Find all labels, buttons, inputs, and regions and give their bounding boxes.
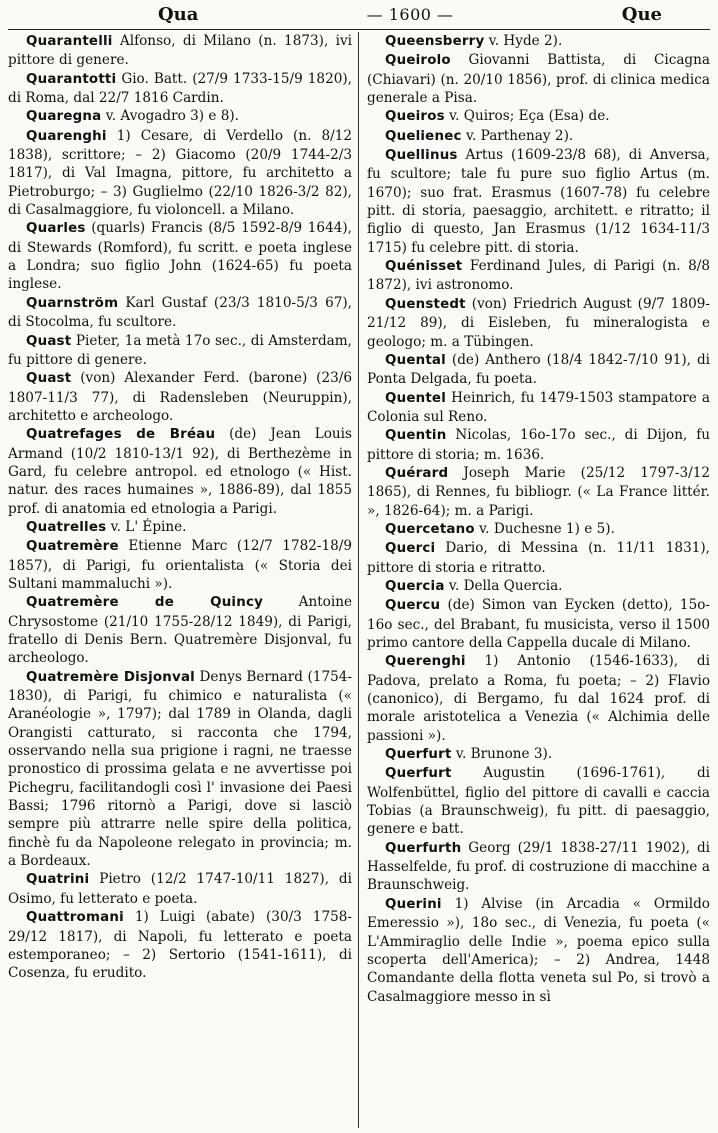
dictionary-entry <box>367 426 710 464</box>
dictionary-entry <box>367 764 710 838</box>
entry-headword: Quatremère de Quincy <box>26 595 264 611</box>
entry-headword: Querfurth <box>385 840 462 856</box>
dictionary-entry <box>8 107 352 126</box>
entry-text: Ferdinand Jules, di Parigi (n. 8/8 1872), ivi astronomo. <box>367 258 710 294</box>
dictionary-entry <box>8 32 352 70</box>
entry-text: v. Quiros; Eça (Esa) de. <box>444 108 610 125</box>
entry-text: (quarls) Francis (8/5 1592-8/9 1644), di Stewards (Romford), fu scritt. e poeta inglese a Londra; suo figlio John (1624-65) fu poeta inglese. <box>8 220 352 293</box>
entry-headword: Quarantotti <box>26 71 117 87</box>
dictionary-entry <box>8 70 352 108</box>
entry-headword: Quental <box>385 352 446 368</box>
entry-headword: Quentel <box>385 390 447 406</box>
entry-headword: Querini <box>385 896 442 912</box>
entry-headword: Quaregna <box>26 109 102 125</box>
dictionary-entry <box>8 668 352 871</box>
entry-text: (von) Friedrich August (9/7 1809-21/12 89), di Eisleben, fu mineralogista e geologo; m. a Tübingen. <box>367 295 710 350</box>
entry-text: v. Avogadro 3) e 8). <box>101 108 239 125</box>
dictionary-entry <box>8 369 352 425</box>
dictionary-entry <box>367 577 710 596</box>
dictionary-entry <box>367 464 710 520</box>
header-right-guideword: Que <box>621 4 662 25</box>
dictionary-entry <box>367 351 710 389</box>
dictionary-entry <box>8 908 352 982</box>
entry-headword: Quarenghi <box>26 128 107 144</box>
dictionary-entry <box>8 127 352 220</box>
dictionary-entry <box>367 596 710 652</box>
entry-headword: Quénisset <box>385 259 463 275</box>
entry-text: Joseph Marie (25/12 1797-3/12 1865), di Rennes, fu bibliogr. (« La France littér. », 1826-64); m. a Parigi. <box>367 464 710 519</box>
entry-headword: Quelienec <box>385 128 462 144</box>
dictionary-entry <box>8 219 352 293</box>
entry-text: (von) Alexander Ferd. (barone) (23/6 1807-11/3 77), di Radensleben (Neuruppin), architetto e archeologo. <box>8 370 352 424</box>
entry-headword: Quérard <box>385 465 449 481</box>
entry-text: Nicolas, 16o-17o sec., di Dijon, fu pittore di storia; m. 1636. <box>367 427 710 463</box>
entry-text: Dario, di Messina (n. 11/11 1831), pittore di storia e ritratto. <box>367 540 710 576</box>
entry-text: (de) Jean Louis Armand (10/2 1810-13/1 92), di Berthezème in Gard, fu celebre antropol. ed etnologo (« Hist. natur. des races humaines », 1886-89), dal 1855 prof. di anatomia ed etnologia a Parigi. <box>8 426 352 517</box>
entry-text: Augustin (1696-1761), di Wolfenbüttel, figlio del pittore di cavalli e caccia Tobias (a Braunschweig), fu pitt. di paesaggio, genere e batt. <box>367 765 710 838</box>
dictionary-entry <box>367 745 710 764</box>
page-header <box>8 0 710 30</box>
entry-headword: Queirolo <box>385 53 451 69</box>
two-column-body <box>8 32 710 1128</box>
entry-headword: Querfurt <box>385 747 452 763</box>
entry-headword: Quatrini <box>26 872 90 888</box>
dictionary-entry <box>8 332 352 370</box>
entry-headword: Queensberry <box>385 34 485 49</box>
entry-headword: Quercetano <box>385 521 475 537</box>
entry-text: v. Brunone 3). <box>451 746 553 763</box>
entry-headword: Quattromani <box>26 910 124 926</box>
entry-headword: Quenstedt <box>385 296 466 312</box>
entry-text: v. L' Épine. <box>106 518 187 535</box>
entry-text: v. Duchesne 1) e 5). <box>474 520 615 537</box>
left-column <box>8 32 359 1128</box>
dictionary-entry <box>8 294 352 332</box>
dictionary-entry <box>367 389 710 427</box>
entry-text: 1) Alvise (in Arcadia « Ormildo Emeressio »), 18o sec., di Venezia, fu poeta (« L'Ammiraglio delle Indie », poema epico sulla scoperta dell'America); – 2) Andrea, 1448 Comandante della flotta veneta sul Po, si trovò a Casalmaggiore messo in sì <box>367 895 710 1005</box>
entry-text: Karl Gustaf (23/3 1810-5/3 67), di Stocolma, fu scultore. <box>8 294 352 331</box>
dictionary-entry <box>367 127 710 146</box>
entry-text: (de) Simon van Eycken (detto), 15o-16o sec., del Brabant, fu musicista, verso il 1500 primo cantore della Cappella ducale di Milano. <box>367 597 710 651</box>
dictionary-entry <box>367 839 710 895</box>
entry-headword: Quellinus <box>385 148 458 164</box>
entry-text: Denys Bernard (1754-1830), di Parigi, fu chimico e naturalista (« Aranéologie », 1797); dal 1789 in Olanda, dagli Orangisti catturato, si racconta che 1794, osservando nella sua prigione i ragni, ne traesse pronostico di prossima gelata e ne avvertisse poi Pichegru, facilitandogli così l' invasione dei Paesi Bassi; 1796 ritornò a Parigi, dove si lasciò sempre più attrarre nelle spire della politica, finchè fu da Napoleone relegato in provincia; m. a Bordeaux. <box>8 668 352 870</box>
entry-headword: Quercu <box>385 598 441 614</box>
entry-text: 1) Luigi (abate) (30/3 1758-29/12 1817), di Napoli, fu letterato e poeta estemporaneo; – 2) Sertorio (1541-1611), di Cosenza, fu erudito. <box>8 909 352 982</box>
dictionary-entry <box>367 895 710 1006</box>
entry-text: Heinrich, fu 1479-1503 stampatore a Colonia sul Reno. <box>367 389 710 425</box>
entry-text: Giovanni Battista, di Cicagna (Chiavari) (n. 20/10 1856), prof. di clinica medica generale a Pisa. <box>367 52 710 107</box>
entry-headword: Quercia <box>385 578 445 594</box>
entry-headword: Quast <box>26 371 72 387</box>
entry-headword: Quast <box>26 333 72 349</box>
entry-headword: Queiros <box>385 109 445 125</box>
entry-text: Gio. Batt. (27/9 1733-15/9 1820), di Roma, dal 22/7 1816 Cardin. <box>8 70 352 107</box>
entry-text: Antoine Chrysostome (21/10 1755-28/12 1849), di Parigi, fratello di Denis Bern. Quatremère Disjonval, fu archeologo. <box>8 594 352 667</box>
dictionary-entry <box>8 593 352 667</box>
dictionary-entry <box>367 295 710 351</box>
entry-text: 1) Cesare, di Verdello (n. 8/12 1838), scrittore; – 2) Giacomo (20/9 1744-2/3 1817), di Val Imagna, pittore, fu architetto a Pietroburgo; – 3) Guglielmo (22/10 1826-3/2 82), di Casalmaggiore, fu violoncell. a Milano. <box>8 127 352 219</box>
entry-text: (de) Anthero (18/4 1842-7/10 91), di Ponta Delgada, fu poeta. <box>367 351 710 388</box>
entry-headword: Querfurt <box>385 766 452 782</box>
entry-headword: Querenghi <box>385 654 466 670</box>
dictionary-entry <box>8 518 352 537</box>
entry-text: Pieter, 1a metà 17o sec., di Amsterdam, fu pittore di genere. <box>8 332 352 368</box>
entry-text: v. Della Quercia. <box>444 577 563 594</box>
dictionary-entry <box>8 537 352 593</box>
entry-text: Georg (29/1 1838-27/11 1902), di Hasselfelde, fu prof. di costruzione di macchine a Braunschweig. <box>367 839 710 894</box>
entry-text: Artus (1609-23/8 68), di Anversa, fu scultore; tale fu pure suo figlio Artus (m. 1670); suo frat. Erasmus (1607-78) fu celebre pitt. di storia, paesaggio, architett. e ritratto; il figlio di questo, Jan Erasmus (1/12 1634-11/3 1715) fu celebre pitt. di storia. <box>367 147 710 256</box>
entry-headword: Quatremère Disjonval <box>26 669 195 685</box>
dictionary-entry <box>367 107 710 126</box>
entry-text: v. Parthenay 2). <box>461 127 574 144</box>
entry-headword: Quarles <box>26 221 86 237</box>
dictionary-entry <box>367 539 710 577</box>
entry-text: 1) Antonio (1546-1633), di Padova, prelato a Roma, fu poeta; – 2) Flavio (canonico), di Bergamo, fu dal 1624 prof. di morale aristotelica a Venezia (« Alchimia delle passioni »). <box>367 653 710 744</box>
header-left-guideword: Qua <box>158 4 199 25</box>
entry-headword: Quatrefages de Bréau <box>26 427 216 443</box>
dictionary-entry <box>8 870 352 908</box>
entry-headword: Quarantelli <box>26 34 113 49</box>
dictionary-entry <box>367 652 710 745</box>
entry-text: Pietro (12/2 1747-10/11 1827), di Osimo, fu letterato e poeta. <box>8 871 352 907</box>
page-number: — 1600 — <box>366 5 454 24</box>
entry-headword: Quarnström <box>26 295 119 311</box>
dictionary-entry <box>8 425 352 518</box>
dictionary-entry <box>367 520 710 539</box>
entry-headword: Quatrelles <box>26 519 107 535</box>
entry-headword: Quatremère <box>26 539 119 555</box>
entry-text: Etienne Marc (12/7 1782-18/9 1857), di Parigi, fu orientalista (« Storia dei Sultani mammaluchi »). <box>8 538 352 592</box>
entry-text: v. Hyde 2). <box>484 33 563 49</box>
entry-text: Alfonso, di Milano (n. 1873), ivi pittore di genere. <box>8 33 352 69</box>
dictionary-entry <box>367 146 710 257</box>
dictionary-entry <box>367 32 710 51</box>
entry-headword: Quentin <box>385 428 447 444</box>
dictionary-entry <box>367 51 710 107</box>
right-column <box>359 32 710 1128</box>
dictionary-entry <box>367 257 710 295</box>
entry-headword: Querci <box>385 541 436 557</box>
